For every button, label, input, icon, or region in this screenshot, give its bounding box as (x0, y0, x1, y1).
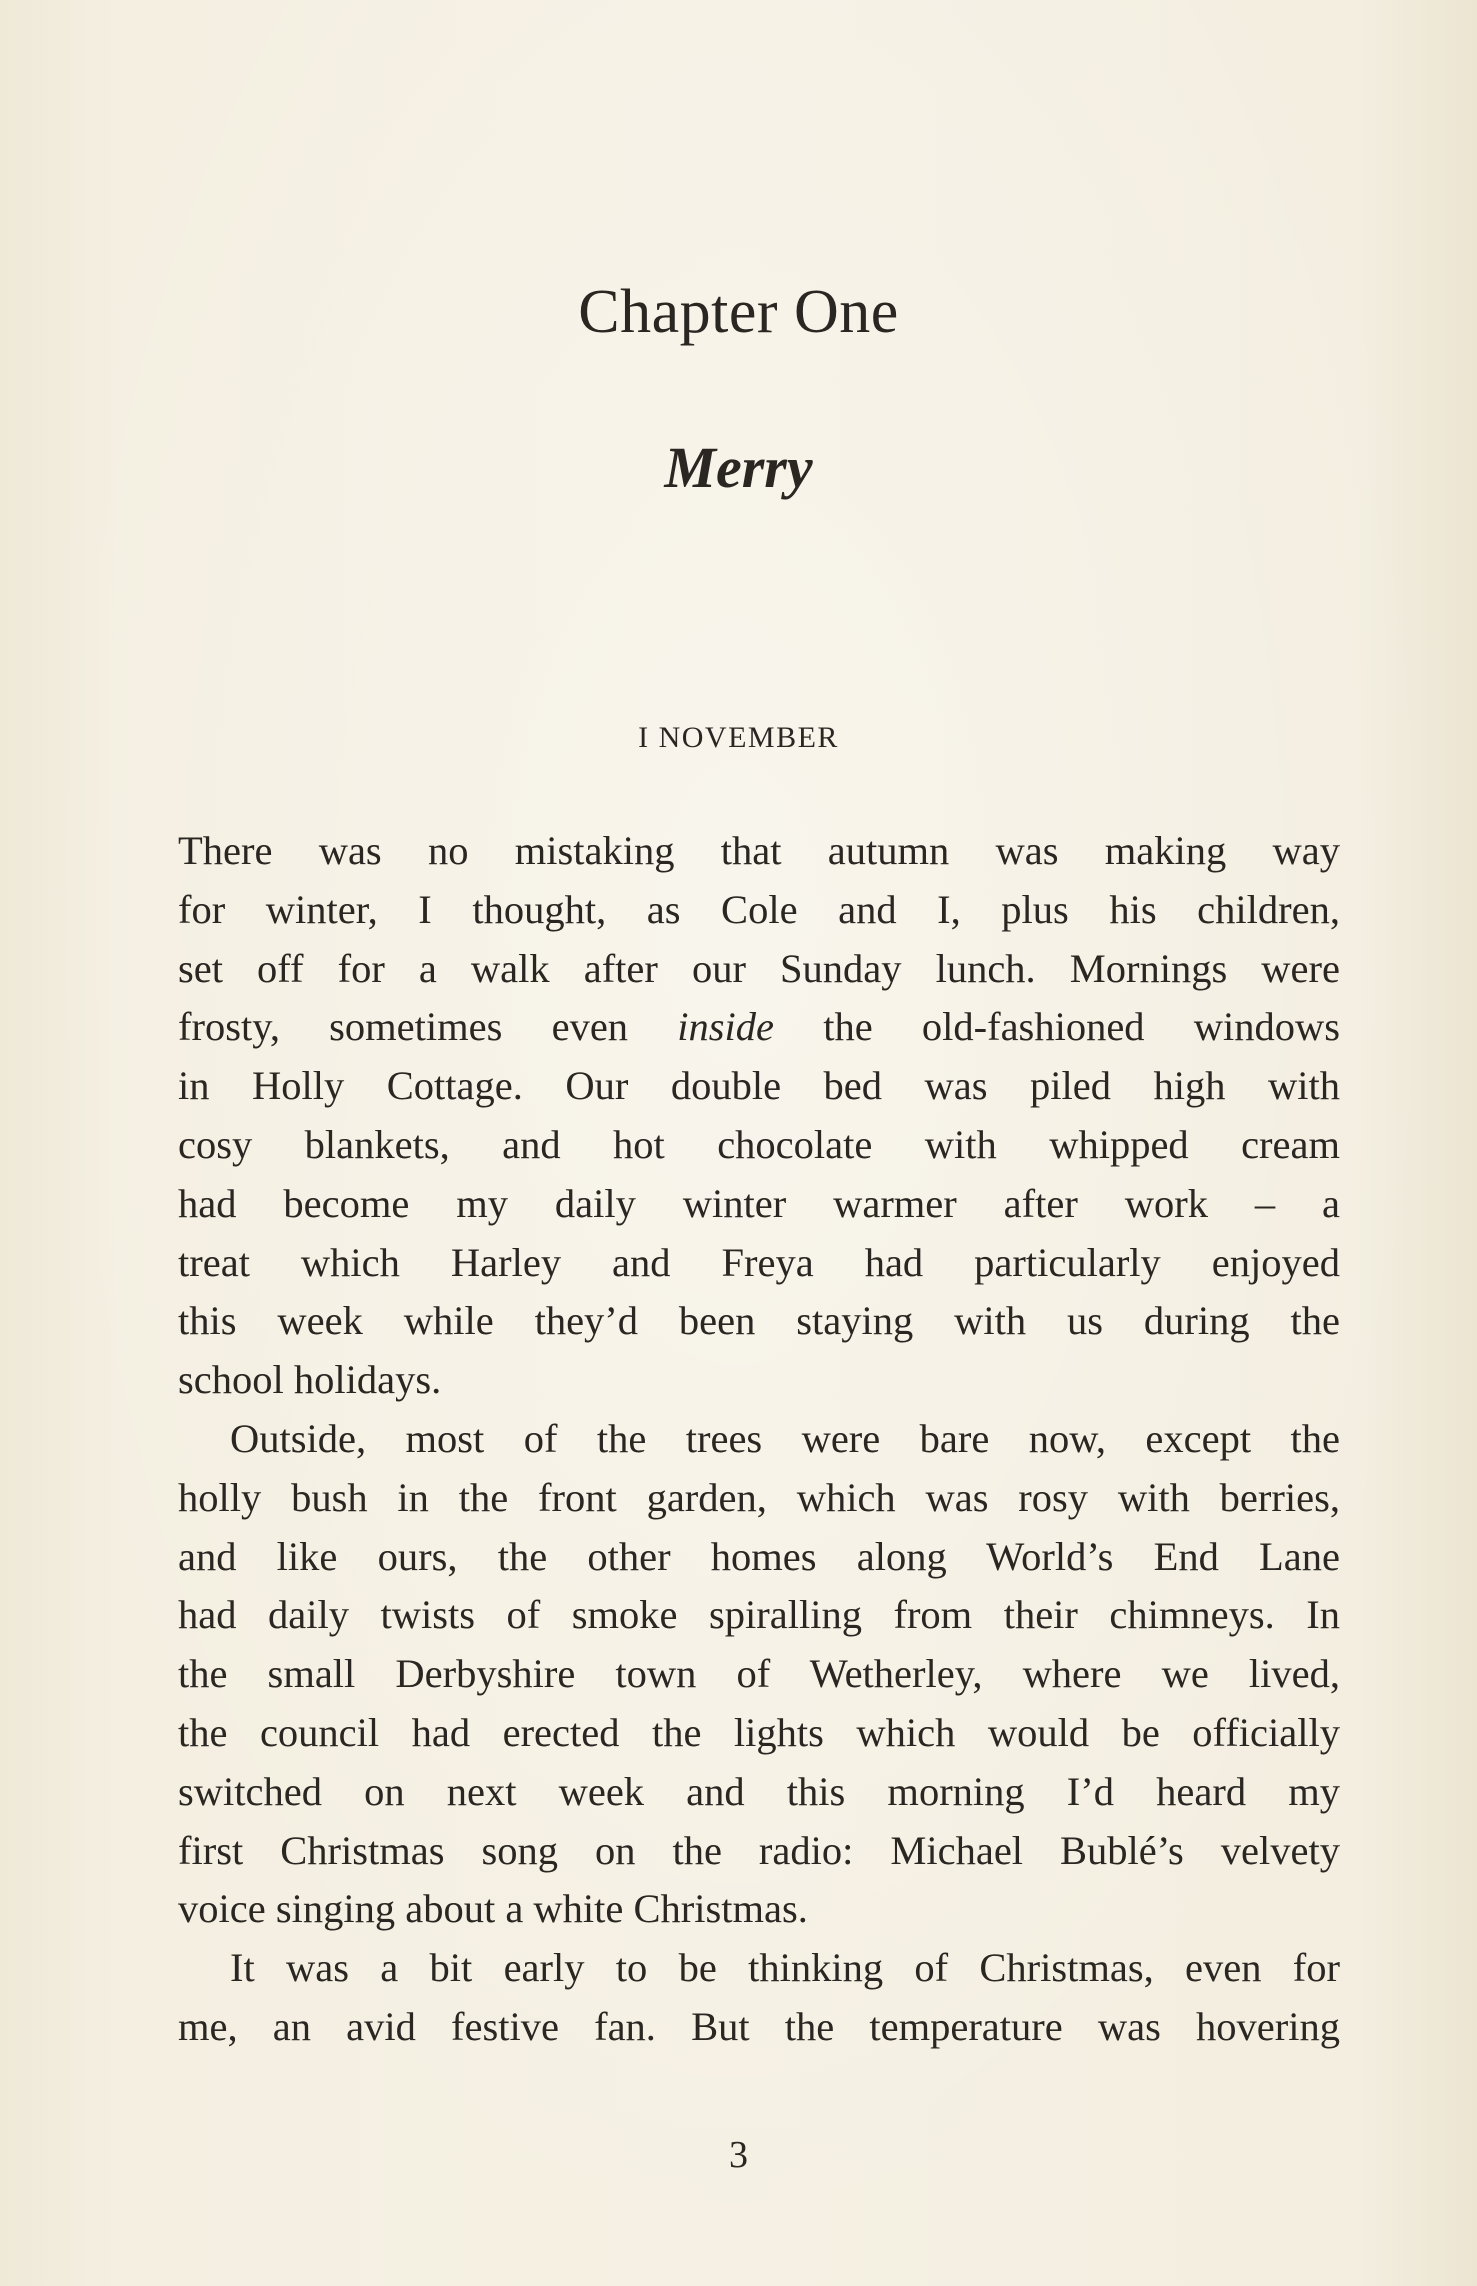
text-line: first Christmas song on the radio: Michael Bublé’s velvety (178, 1827, 1340, 1873)
text-fragment: frosty, sometimes even (178, 1004, 678, 1050)
text-line: treat which Harley and Freya had particularly enjoyed (178, 1239, 1340, 1285)
text-line: Outside, most of the trees were bare now, except the (230, 1415, 1340, 1461)
text-line (178, 998, 1340, 1057)
chapter-title: Chapter One (578, 278, 899, 346)
text-line: There was no mistaking that autumn was making way (178, 828, 1340, 873)
emphasis-word: inside (677, 1004, 774, 1050)
text-fragment: the old-fashioned windows (774, 1004, 1340, 1050)
text-line: had become my daily winter warmer after work – a (178, 1180, 1340, 1226)
text-line: had daily twists of smoke spiralling from their chimneys. In (178, 1592, 1340, 1638)
text-line: the small Derbyshire town of Wetherley, where we lived, (178, 1651, 1340, 1697)
text-line: and like ours, the other homes along World’s End Lane (178, 1533, 1340, 1579)
text-line: It was a bit early to be thinking of Christmas, even for (230, 1945, 1340, 1991)
text-line: holly bush in the front garden, which was rosy with berries, (178, 1474, 1340, 1520)
body-text (178, 822, 1340, 2057)
chapter-subtitle: Merry (664, 435, 813, 500)
date-heading: I NOVEMBER (638, 721, 839, 754)
text-line: switched on next week and this morning I’d heard my (178, 1768, 1340, 1814)
text-line: for winter, I thought, as Cole and I, plus his children, (178, 886, 1340, 932)
text-line: voice singing about a white Christmas. (178, 1886, 808, 1932)
text-line: cosy blankets, and hot chocolate with whipped cream (178, 1121, 1340, 1167)
text-line: set off for a walk after our Sunday lunch. Mornings were (178, 945, 1340, 991)
text-line: school holidays. (178, 1357, 442, 1403)
text-line: this week while they’d been staying with us during the (178, 1298, 1340, 1344)
page-number: 3 (729, 2134, 748, 2176)
text-line: the council had erected the lights which would be officially (178, 1709, 1340, 1755)
text-line: in Holly Cottage. Our double bed was piled high with (178, 1063, 1340, 1109)
text-line: me, an avid festive fan. But the temperature was hovering (178, 2003, 1340, 2049)
